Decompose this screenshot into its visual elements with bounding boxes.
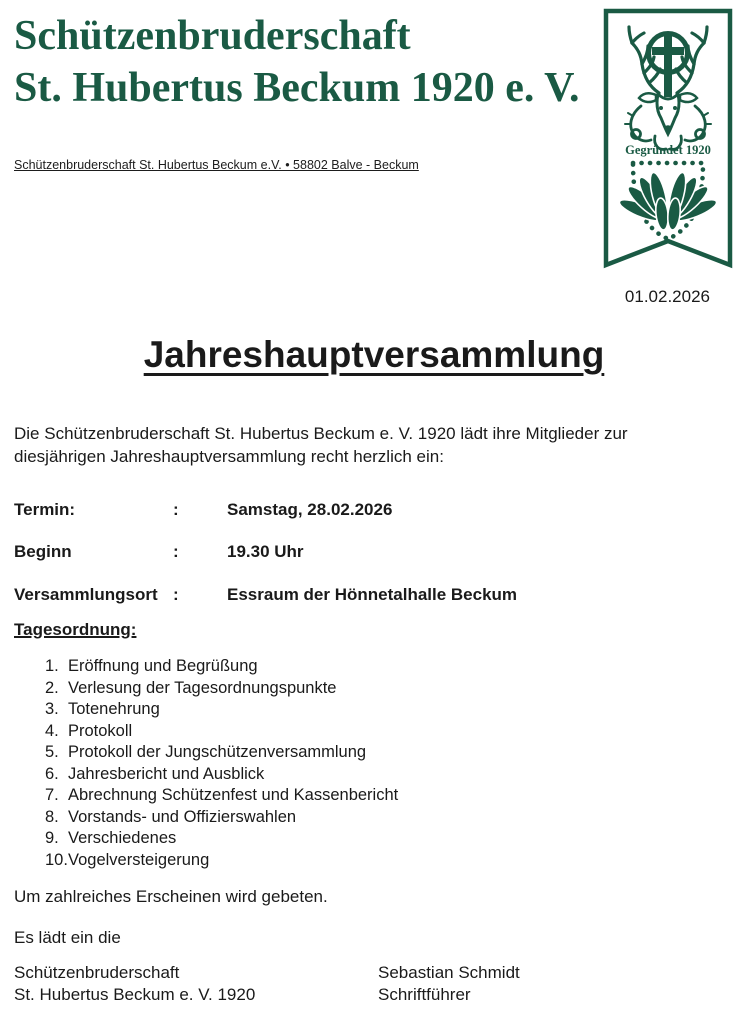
agenda-item-text: Protokoll der Jungschützenversammlung: [68, 743, 367, 761]
agenda-item-text: Verschiedenes: [68, 829, 177, 847]
agenda-item-text: Totenehrung: [68, 700, 160, 718]
agenda-item-number: 6.: [45, 764, 59, 783]
signature-person: [378, 962, 520, 1006]
signature-organisation: [14, 962, 255, 1006]
intro-paragraph: [14, 422, 628, 468]
closing-invite: Es lädt ein die: [14, 928, 121, 947]
intro-line2: diesjährigen Jahreshauptversammlung recht herzlich ein:: [14, 447, 444, 466]
agenda-item-text: Protokoll: [68, 721, 133, 740]
org-name-line1: Schützenbruderschaft: [14, 13, 411, 59]
org-name: [14, 10, 580, 114]
detail-value: Samstag, 28.02.2026: [227, 500, 393, 519]
agenda-item: [45, 807, 398, 829]
agenda-item-number: 1.: [45, 657, 59, 675]
org-name-line2: St. Hubertus Beckum 1920 e. V.: [14, 65, 580, 111]
agenda-item: [45, 699, 398, 721]
club-emblem: [603, 8, 733, 270]
detail-row-termin: [14, 500, 392, 520]
agenda-item-text: Jahresbericht und Ausblick: [68, 764, 265, 783]
agenda-item: [45, 742, 398, 764]
page-title: Jahreshauptversammlung: [143, 334, 605, 375]
agenda-item-text: Eröffnung und Begrüßung: [68, 657, 258, 675]
agenda-item-number: 5.: [45, 743, 59, 761]
agenda-item-number: 2.: [45, 678, 59, 697]
agenda-item-number: 7.: [45, 786, 59, 804]
detail-row-beginn: [14, 542, 304, 562]
agenda-item: [45, 828, 398, 850]
agenda-heading: Tagesordnung:: [14, 620, 137, 639]
agenda-item-number: 3.: [45, 700, 59, 718]
agenda-list: [45, 656, 398, 871]
agenda-item: [45, 721, 398, 743]
detail-separator: :: [173, 500, 179, 519]
agenda-item-text: Vorstands- und Offizierswahlen: [68, 807, 297, 826]
agenda-item-number: 8.: [45, 807, 59, 826]
agenda-item: [45, 785, 398, 807]
detail-row-versammlungsort: [14, 585, 517, 605]
agenda-item: [45, 656, 398, 678]
agenda-item: [45, 678, 398, 700]
club-emblem-svg: [603, 8, 733, 270]
signature-person-role: Schriftführer: [378, 985, 471, 1004]
agenda-item: [45, 850, 398, 872]
agenda-item-number: 4.: [45, 721, 59, 740]
detail-separator: :: [173, 585, 179, 604]
signature-org-line1: Schützenbruderschaft: [14, 963, 180, 982]
agenda-item-text: Vogelversteigerung: [68, 850, 210, 869]
detail-label: Beginn: [14, 542, 72, 561]
detail-separator: :: [173, 542, 179, 561]
agenda-item-text: Verlesung der Tagesordnungspunkte: [68, 678, 337, 697]
detail-label: Versammlungsort: [14, 585, 158, 604]
sender-address-line: Schützenbruderschaft St. Hubertus Beckum e.V. • 58802 Balve - Beckum: [14, 158, 419, 172]
signature-org-line2: St. Hubertus Beckum e. V. 1920: [14, 985, 256, 1004]
detail-value: Essraum der Hönnetalhalle Beckum: [227, 585, 518, 604]
agenda-item: [45, 764, 398, 786]
agenda-item-text: Abrechnung Schützenfest und Kassenbericht: [68, 786, 399, 804]
agenda-item-number: 10.: [45, 850, 68, 869]
signature-person-name: Sebastian Schmidt: [378, 963, 520, 982]
closing-request: Um zahlreiches Erscheinen wird gebeten.: [14, 887, 328, 906]
document-date: 01.02.2026: [624, 287, 710, 306]
detail-label: Termin:: [14, 500, 76, 519]
agenda-item-number: 9.: [45, 829, 59, 847]
detail-value: 19.30 Uhr: [227, 542, 304, 561]
intro-line1: Die Schützenbruderschaft St. Hubertus Beckum e. V. 1920 lädt ihre Mitglieder zur: [14, 424, 628, 443]
founded-text: Gegründet 1920: [625, 143, 711, 157]
